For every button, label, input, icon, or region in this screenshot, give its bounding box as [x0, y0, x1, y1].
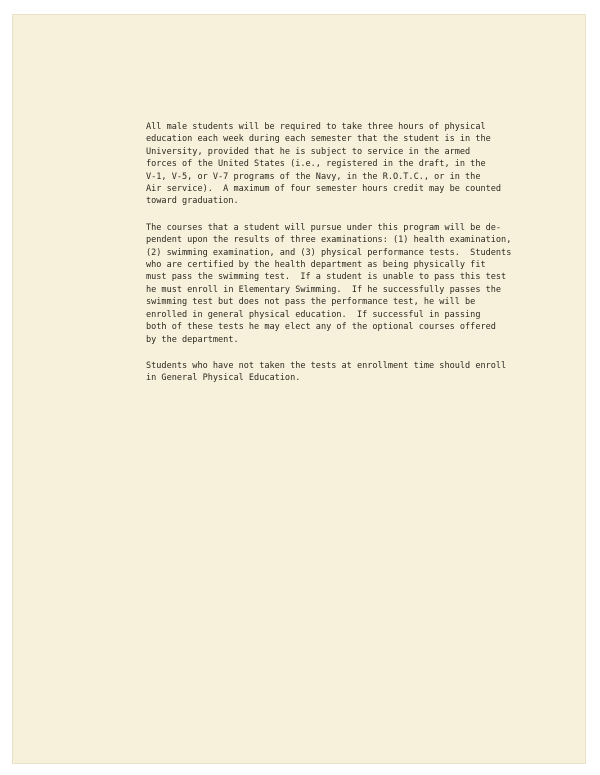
text-line: V-1, V-5, or V-7 programs of the Navy, in the R.O.T.C., or in the	[146, 171, 481, 182]
text-line: All male students will be required to take three hours of physical	[146, 122, 486, 132]
text-line: The courses that a student will pursue under this program will be de-	[146, 222, 502, 233]
text-line: toward graduation.	[146, 196, 239, 207]
text-line: Students who have not taken the tests at enrollment time should enroll	[146, 360, 507, 371]
text-line: must pass the swimming test. If a student is unable to pass this test	[146, 272, 507, 283]
text-line: he must enroll in Elementary Swimming. If he successfully passes the	[146, 284, 502, 295]
text-line: who are certified by the health department as being physically fit	[146, 260, 486, 271]
paragraph-enrollment	[146, 360, 571, 385]
text-line: University, provided that he is subject to service in the armed	[146, 146, 471, 157]
text-line: education each week during each semester that the student is in the	[146, 134, 491, 145]
body-text	[146, 121, 571, 399]
text-line: forces of the United States (i.e., registered in the draft, in the	[146, 159, 486, 170]
text-line: by the department.	[146, 334, 239, 345]
text-line: in General Physical Education.	[146, 373, 301, 384]
text-line: enrolled in general physical education. If successful in passing	[146, 309, 481, 320]
paragraph-requirement	[146, 121, 571, 208]
document-page	[13, 15, 585, 763]
text-line: pendent upon the results of three examinations: (1) health examination,	[146, 235, 512, 246]
text-line: swimming test but does not pass the performance test, he will be	[146, 297, 476, 308]
paragraph-examinations	[146, 222, 571, 346]
text-line: both of these tests he may elect any of the optional courses offered	[146, 322, 496, 333]
text-line: Air service). A maximum of four semester hours credit may be counted	[146, 184, 502, 195]
text-line: (2) swimming examination, and (3) physical performance tests. Students	[146, 247, 512, 258]
